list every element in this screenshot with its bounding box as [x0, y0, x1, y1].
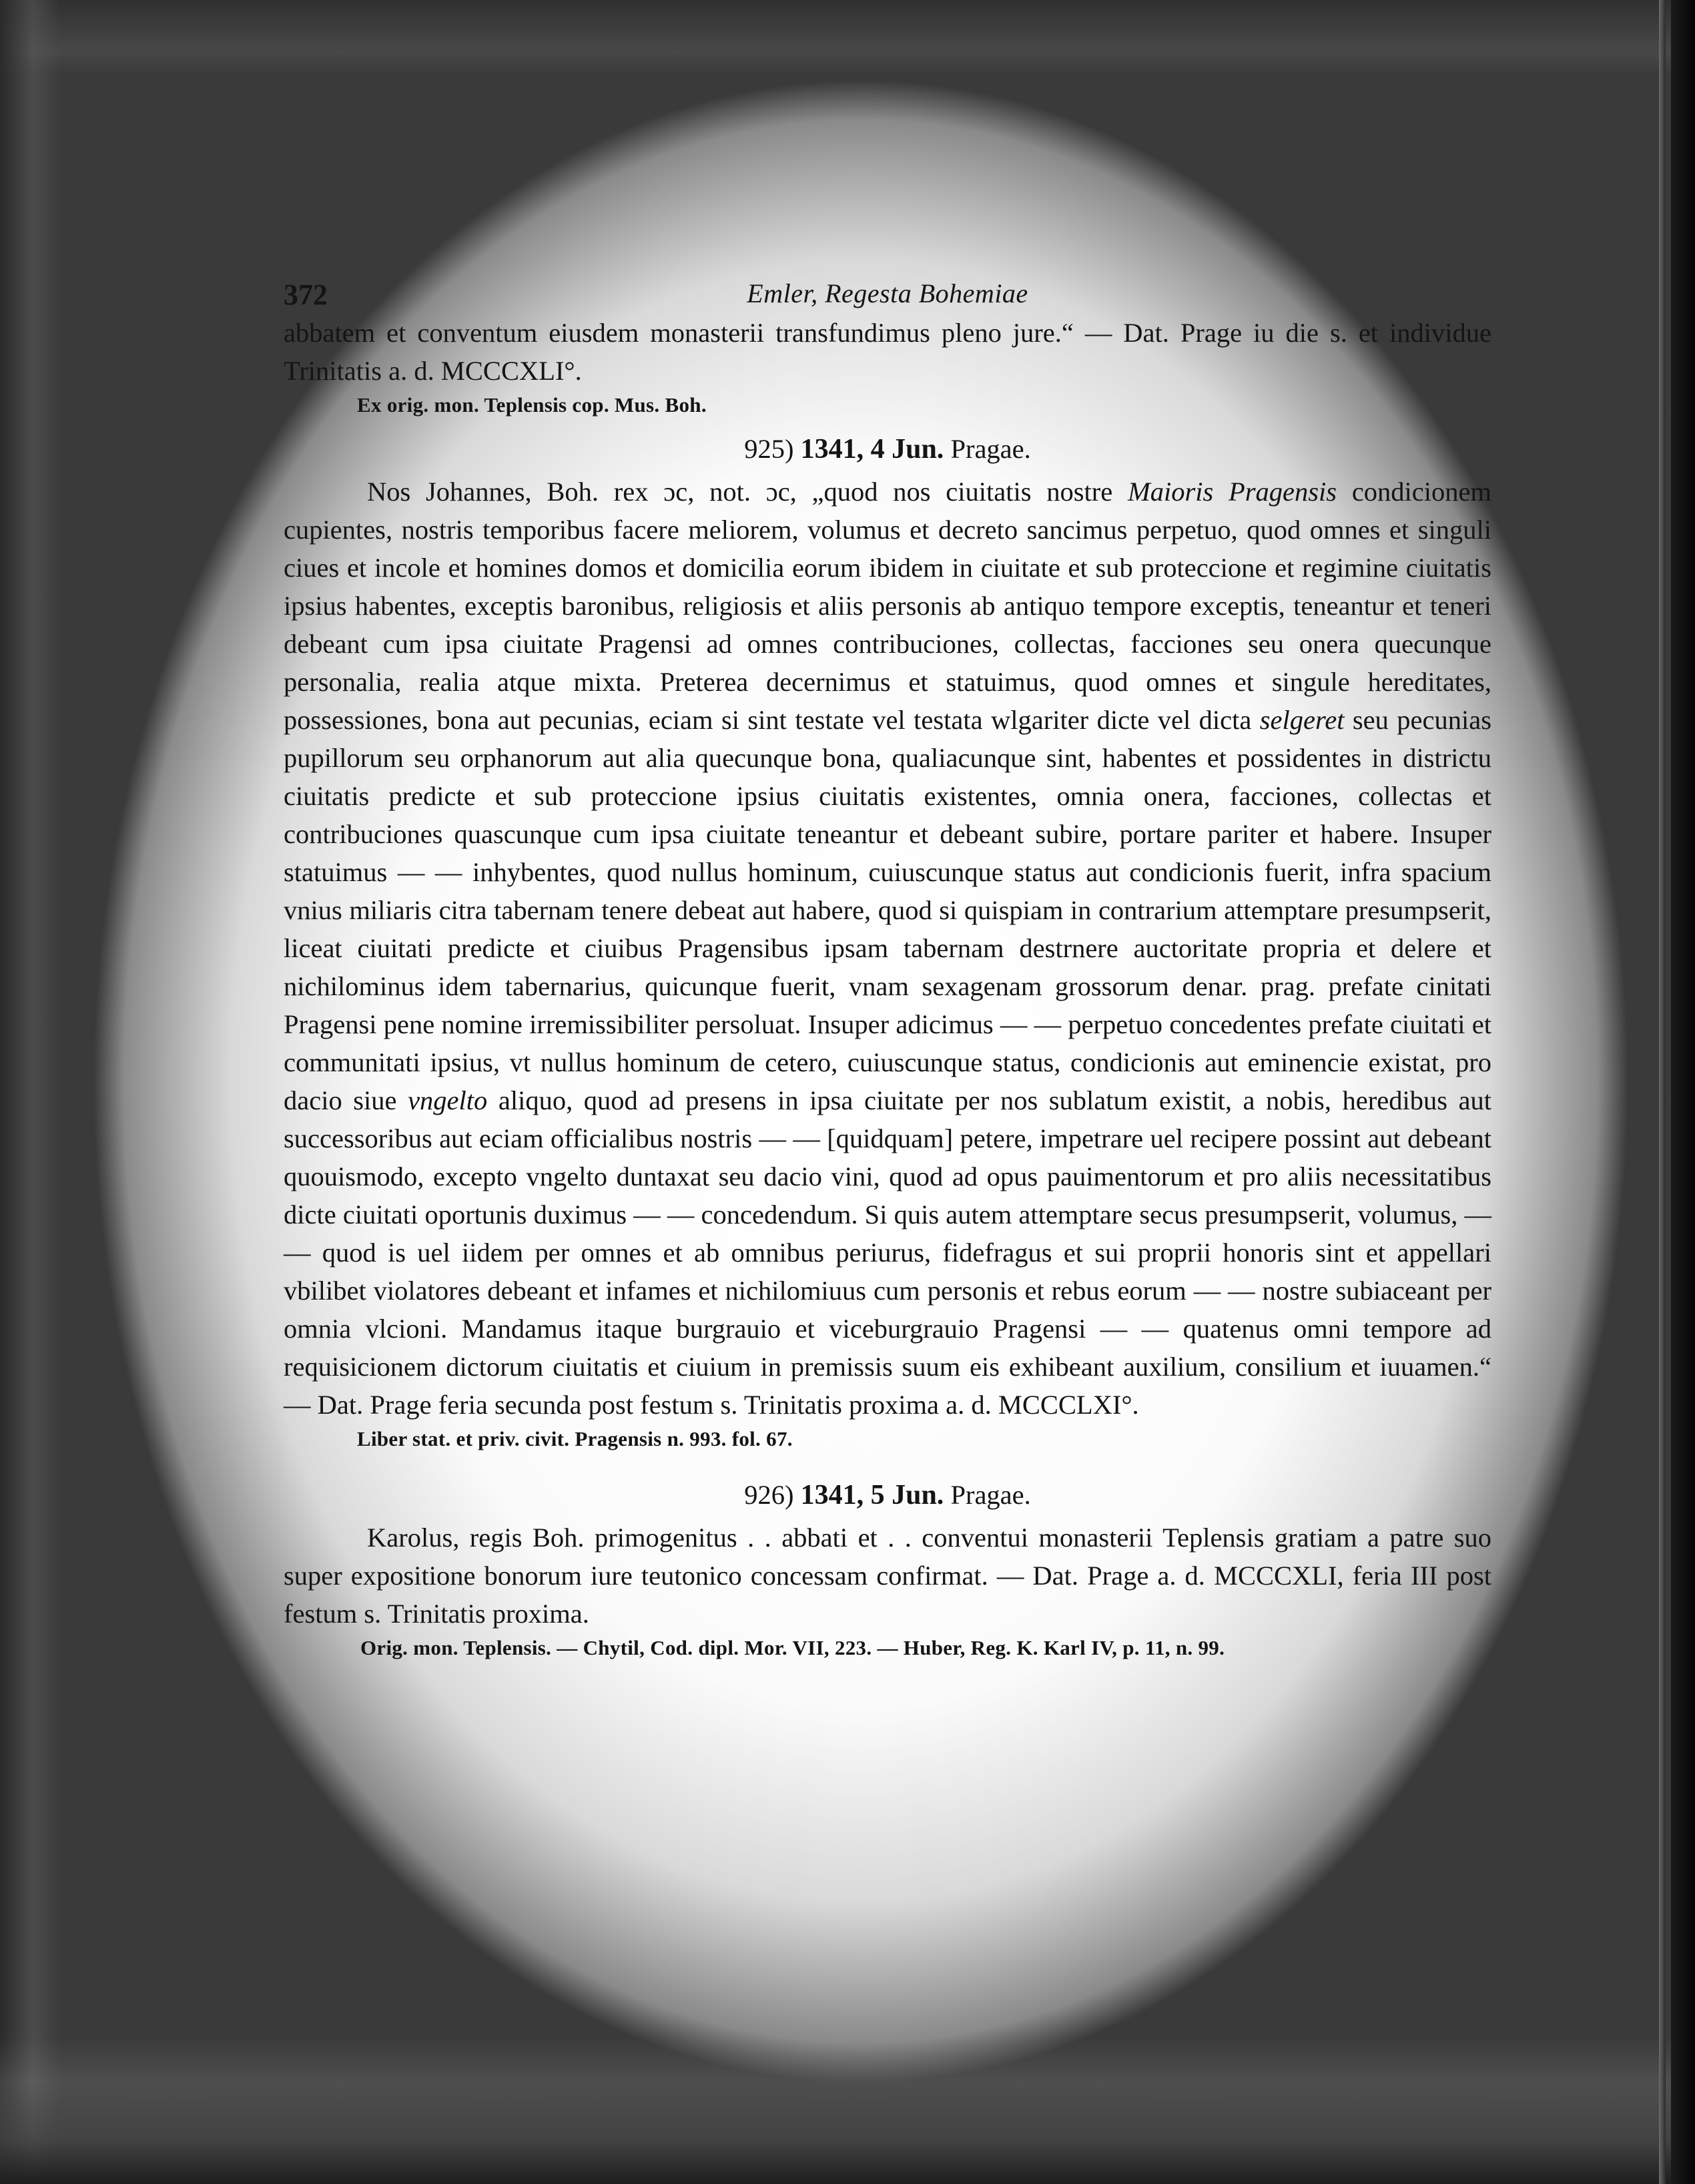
entry-926-heading	[284, 1476, 1491, 1515]
scan-edge-left	[0, 0, 60, 2184]
entry-925-place: Pragae.	[950, 434, 1031, 464]
entry-925-number: 925)	[744, 434, 794, 464]
page-content	[284, 267, 1491, 1663]
entry-925-heading	[284, 430, 1491, 469]
page-number: 372	[284, 278, 328, 311]
entry-926-body: Karolus, regis Boh. primogenitus . . abbati et . . conventui monasterii Teplensis gratiam a patre suo super expositione bonorum iure teutonico concessam confirmat. — Dat. Prage a. d. MCCCXLI, feria III post festum s. Trinitatis proxima.	[284, 1523, 1491, 1629]
entry-926-place: Pragae.	[950, 1480, 1031, 1510]
scan-edge-right	[1671, 0, 1695, 2184]
running-title: Emler, Regesta Bohemiae	[747, 278, 1028, 308]
scan-edge-bottom	[0, 2037, 1695, 2184]
entry-925-body	[284, 473, 1491, 1424]
entry-926-number: 926)	[744, 1480, 794, 1510]
entry-925-body-italic2: selgeret	[1259, 705, 1345, 735]
entry-925-body-part2: condicionem cupientes, nostris temporibus facere meliorem, volumus et decreto sancimus perpetuo, quod omnes et singuli ciues et incole et homines domos et domicilia eorum ibidem in ciuitate et sub proteccione et regimine ciuitatis ipsius habentes, exceptis baronibus, religiosis et aliis personis ab antiquo tempore exceptis, teneantur et teneri debeant cum ipsa ciuitate Pragensi ad omnes contribuciones, collectas, facciones seu onera quecunque personalia, realia atque mixta. Preterea decernimus et statuimus, quod omnes et singule hereditates, possessiones, bona aut pecunias, eciam si sint testate vel testata wlgariter dicte vel dicta	[284, 477, 1492, 735]
entry-925-body-part4: aliquo, quod ad presens in ipsa ciuitate per nos sublatum existit, a nobis, heredibus aut successoribus aut eciam officialibus nostris — — [quidquam] petere, impetrare uel recipere possint aut debeant quouismodo, excepto vngelto duntaxat seu dacio vini, quod ad opus pauimentorum et pro aliis necessitatibus dicte ciuitati oportunis duximus — — concedendum. Si quis autem attemptare secus presumpserit, volumus, — — quod is uel iidem per omnes et ab omnibus periurus, fidefragus et sui proprii honoris sint et appellari vbilibet violatores debeant et infames et nichilomiuus cum personis et rebus eorum — — nostre subiaceant per omnia vlcioni. Mandamus itaque burgrauio et viceburgrauio Pragensi — — quatenus omni tempore ad requisicionem dictorum ciuitatis et ciuium in premissis suum eis exhibeant auxilium, consilium et iuuamen.“ — Dat. Prage feria secunda post festum s. Trinitatis proxima a. d. MCCCLXI°.	[284, 1085, 1491, 1420]
entry-925-date: 1341, 4 Jun.	[800, 434, 944, 465]
continuation-text: abbatem et conventum eiusdem monasterii transfundimus pleno jure.“ — Dat. Prage iu die s. et individue Trinitatis a. d. MCCCXLI°.	[284, 318, 1491, 386]
entry-925-source: Liber stat. et priv. civit. Pragensis n. 993. fol. 67.	[357, 1427, 793, 1450]
scan-edge-right-line	[1659, 0, 1666, 2184]
spacer	[284, 1454, 1491, 1466]
entry-925-body-part1: Nos Johannes, Boh. rex ɔc, not. ɔc, „quod nos ciuitatis nostre	[367, 477, 1128, 507]
continuation-source: Ex orig. mon. Teplensis cop. Mus. Boh.	[357, 393, 707, 417]
running-head	[284, 267, 1491, 314]
entry-925-body-italic1: Maioris Pragensis	[1128, 477, 1337, 507]
scan-edge-top	[0, 0, 1695, 73]
entry-925-body-italic3: vngelto	[408, 1085, 488, 1115]
entry-925-body-part3: seu pecunias pupillorum seu orphanorum aut alia quecunque bona, qualiacunque sint, habentes et possidentes in districtu ciuitatis predicte et sub proteccione ipsius ciuitatis existentes, omnia onera, facciones, collectas et contribuciones quascunque cum ipsa ciuitate teneantur et debeant subire, portare pariter et habere. Insuper statuimus — — inhybentes, quod nullus hominum, cuiuscunque status aut condicionis fuerit, infra spacium vnius miliaris citra tabernam tenere debeat aut habere, quod si quispiam in contrarium attemptare presumpserit, liceat ciuitati predicte et ciuibus Pragensibus ipsam tabernam destrnere auctoritate propria et delere et nichilominus idem tabernarius, quicunque fuerit, vnam sexagenam grossorum denar. prag. prefate cinitati Pragensi pene nomine irremissibiliter persoluat. Insuper adicimus — — perpetuo concedentes prefate ciuitati et communitati ipsius, vt nullus hominum de cetero, cuiuscunque status, condicionis aut eminencie existat, pro dacio siue	[284, 705, 1491, 1115]
entry-926-source: Orig. mon. Teplensis. — Chytil, Cod. dipl. Mor. VII, 223. — Huber, Reg. K. Karl IV, p. 11, n. 99.	[360, 1636, 1225, 1659]
entry-926-date: 1341, 5 Jun.	[800, 1480, 944, 1511]
